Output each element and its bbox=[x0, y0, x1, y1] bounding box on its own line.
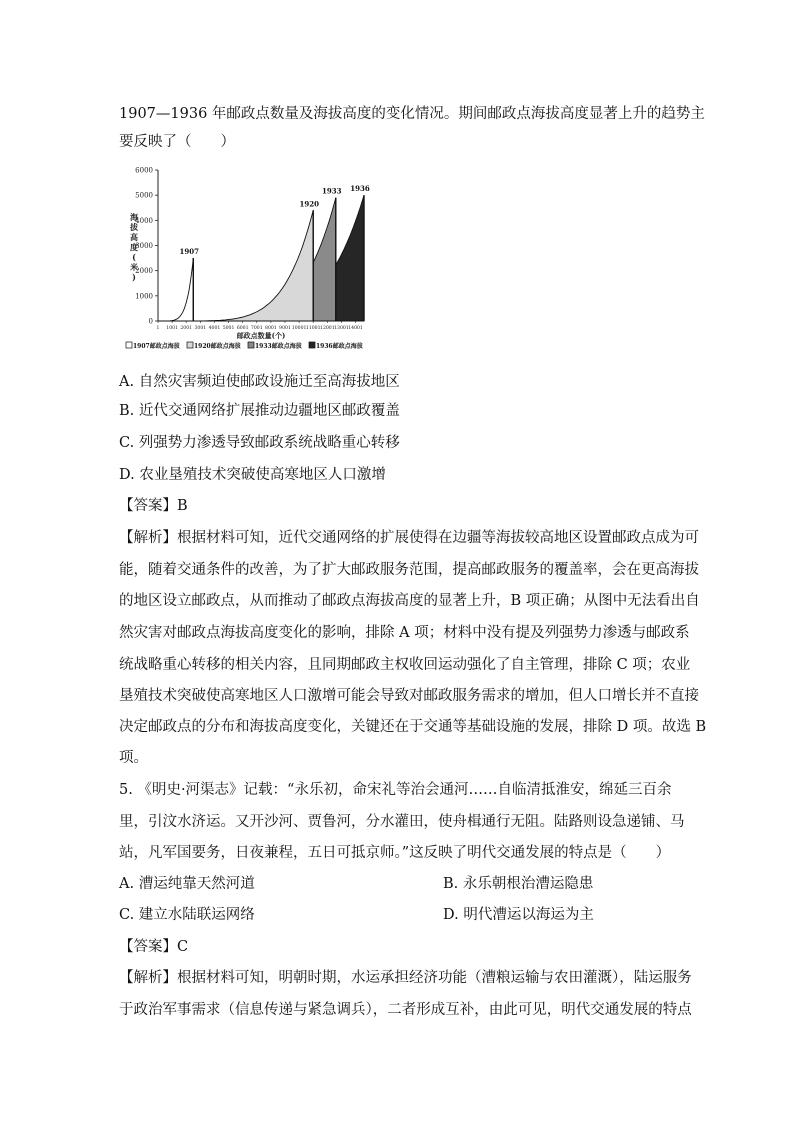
x-tick-label: 1001 bbox=[166, 326, 178, 331]
legend-swatch-1920 bbox=[187, 342, 193, 348]
legend-swatch-1933 bbox=[248, 342, 254, 348]
q5-stem-line: 站，凡军国要务，日夜兼程，五日可抵京师。”这反映了明代交通发展的特点是（ ） bbox=[119, 845, 671, 861]
q4-analysis-line: 垦殖技术突破使高寒地区人口激增可能会导致对邮政服务需求的增加，但人口增长并不直接 bbox=[119, 688, 699, 704]
q4-analysis-line: 决定邮政点的分布和海拔高度变化，关键还在于交通等基础设施的发展，排除 D 项。故选 B bbox=[119, 719, 707, 735]
series-label-1933: 1933 bbox=[322, 186, 342, 196]
y-axis-title-char: 高 bbox=[130, 232, 138, 242]
legend-label-1933: 1933邮政点海拔 bbox=[255, 343, 302, 350]
series-area-1920 bbox=[158, 210, 313, 321]
x-tick-label: 4001 bbox=[208, 326, 221, 331]
legend-label-1936: 1936邮政点海拔 bbox=[316, 343, 363, 350]
y-axis-title-char: ( bbox=[132, 252, 136, 262]
q4-option-a: A. 自然灾害频迫使邮政设施迁至高海拔地区 bbox=[119, 374, 400, 390]
postal-altitude-chart bbox=[124, 160, 370, 356]
q4-analysis-line: 能，随着交通条件的改善，为了扩大邮政服务范围，提高邮政服务的覆盖率，会在更高海拔 bbox=[119, 562, 699, 578]
x-tick-label: 10001 bbox=[291, 326, 307, 331]
q4-stem-line2: 要反映了（ ） bbox=[119, 134, 235, 150]
x-tick-label: 1 bbox=[156, 326, 160, 331]
y-tick-label: 3000 bbox=[135, 242, 153, 250]
x-tick-label: 11001 bbox=[305, 326, 321, 331]
q4-analysis-line: 然灾害对邮政点海拔高度变化的影响，排除 A 项；材料中没有提及列强势力渗透与邮政系 bbox=[119, 625, 690, 641]
q5-option-a: A. 漕运纯靠天然河道 bbox=[119, 876, 255, 892]
series-label-1920: 1920 bbox=[299, 199, 319, 209]
q5-option-d: D. 明代漕运以海运为主 bbox=[443, 907, 594, 923]
series-label-1936: 1936 bbox=[350, 184, 370, 194]
q5-analysis-line: 【解析】根据材料可知，明朝时期，水运承担经济功能（漕粮运输与农田灌溉），陆运服务 bbox=[119, 970, 692, 986]
x-tick-label: 5001 bbox=[222, 326, 235, 331]
q5-stem-line: 里，引汶水济运。又开沙河、贾鲁河，分水灌田，使舟楫通行无阻。陆路则设急递铺、马 bbox=[119, 814, 685, 830]
x-tick-label: 12001 bbox=[320, 326, 335, 331]
y-tick-label: 0 bbox=[148, 317, 153, 326]
x-tick-label: 14001 bbox=[348, 326, 363, 331]
q5-answer: 【答案】C bbox=[119, 939, 189, 955]
y-axis-title-char: ) bbox=[132, 272, 136, 282]
legend-label-1907: 1907邮政点海拔 bbox=[133, 343, 180, 350]
q5-option-c: C. 建立水陆联运网络 bbox=[119, 907, 255, 923]
y-axis-title-char: 海 bbox=[130, 212, 138, 222]
q5-stem-line: 5. 《明史·河渠志》记载：“永乐初，命宋礼等治会通河……自临清抵淮安，绵延三百余 bbox=[119, 782, 672, 798]
x-tick-label: 2001 bbox=[180, 326, 193, 331]
y-tick-label: 2000 bbox=[135, 267, 153, 276]
y-axis-title-char: 米 bbox=[130, 262, 138, 272]
chart-svg bbox=[124, 160, 370, 356]
y-axis-title-char: 度 bbox=[130, 242, 138, 252]
q4-stem-line1: 1907—1936 年邮政点数量及海拔高度的变化情况。期间邮政点海拔高度显著上升的趋势主 bbox=[119, 106, 705, 122]
q4-analysis-line: 统战略重心转移的相关内容，且同期邮政主权收回运动强化了自主管理，排除 C 项；农业 bbox=[119, 657, 691, 673]
series-label-1907: 1907 bbox=[179, 247, 200, 257]
y-axis-title-char: 拔 bbox=[130, 222, 138, 232]
x-tick-label: 13001 bbox=[334, 326, 349, 331]
series-area-1907 bbox=[158, 258, 193, 321]
q4-analysis-line: 的地区设立邮政点，从而推动了邮政点海拔高度的显著上升，B 项正确；从图中无法看出自 bbox=[119, 593, 700, 609]
x-axis-title: 邮政点数量(个) bbox=[236, 331, 286, 340]
legend-swatch-1907 bbox=[126, 342, 132, 348]
q4-option-c: C. 列强势力渗透导致邮政系统战略重心转移 bbox=[119, 435, 400, 451]
q4-analysis-line: 项。 bbox=[119, 750, 148, 766]
y-tick-label: 4000 bbox=[135, 216, 153, 225]
x-tick-label: 6001 bbox=[236, 326, 249, 331]
x-tick-label: 9001 bbox=[279, 326, 291, 331]
legend-swatch-1936 bbox=[309, 342, 315, 348]
q4-analysis-line: 【解析】根据材料可知，近代交通网络的扩展使得在边疆等海拔较高地区设置邮政点成为可 bbox=[119, 530, 699, 546]
x-tick-label: 7001 bbox=[250, 326, 263, 331]
x-tick-label: 3001 bbox=[194, 326, 207, 331]
q5-analysis-line: 于政治军事需求（信息传递与紧急调兵），二者形成互补，由此可见，明代交通发展的特点 bbox=[119, 1002, 692, 1018]
y-tick-label: 5000 bbox=[135, 191, 153, 200]
y-tick-label: 6000 bbox=[135, 166, 153, 175]
q5-option-b: B. 永乐朝根治漕运隐患 bbox=[443, 876, 594, 892]
q4-option-b: B. 近代交通网络扩展推动边疆地区邮政覆盖 bbox=[119, 403, 400, 419]
x-tick-label: 8001 bbox=[265, 326, 277, 331]
legend-label-1920: 1920邮政点海拔 bbox=[194, 343, 241, 350]
y-tick-label: 1000 bbox=[135, 292, 153, 301]
q4-option-d: D. 农业垦殖技术突破使高寒地区人口激增 bbox=[119, 467, 386, 483]
q4-answer: 【答案】B bbox=[119, 498, 188, 514]
